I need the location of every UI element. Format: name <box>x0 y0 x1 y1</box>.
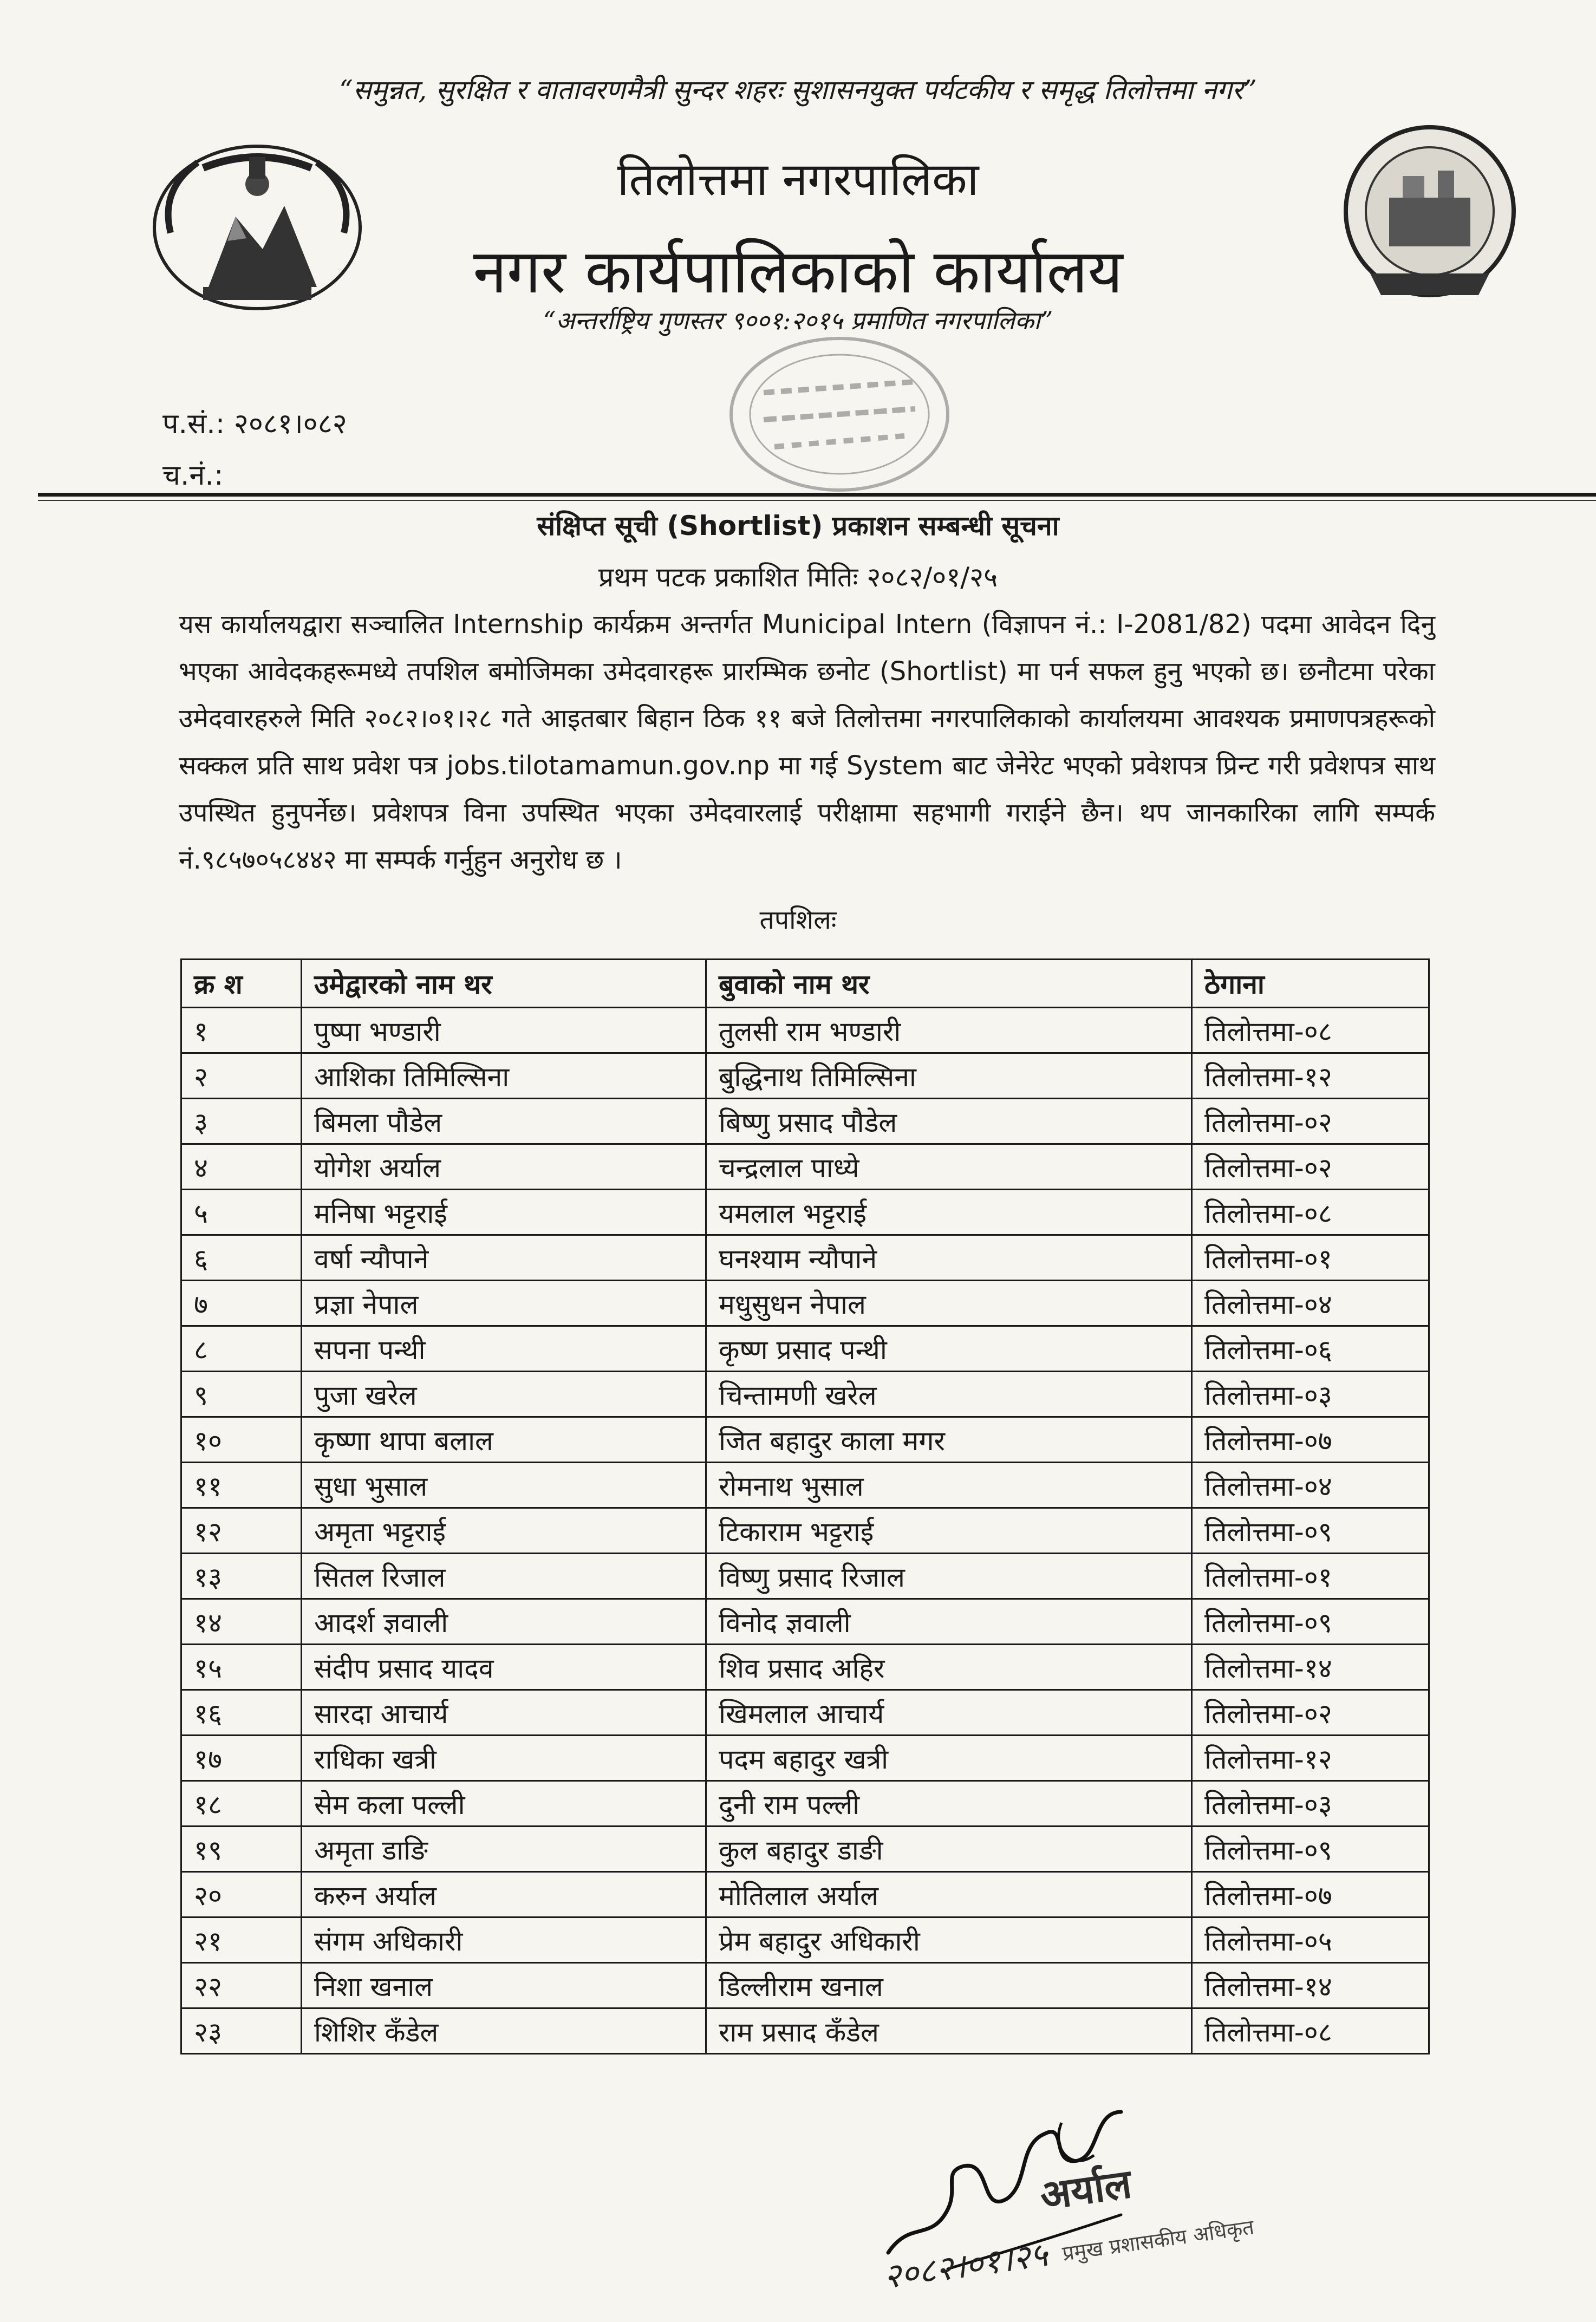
signatory-name: अर्याल <box>1037 2160 1135 2220</box>
cell-candidate-name: राधिका खत्री <box>302 1736 706 1781</box>
cell-address: तिलोत्तमा-०८ <box>1192 2008 1429 2054</box>
cell-address: तिलोत्तमा-१२ <box>1192 1736 1429 1781</box>
cell-serial: ९ <box>181 1372 302 1417</box>
table-row <box>181 1645 1429 1690</box>
cell-serial: ६ <box>181 1235 302 1281</box>
cell-serial: १६ <box>181 1690 302 1736</box>
cell-candidate-name: मनिषा भट्टराई <box>302 1190 706 1235</box>
cell-address: तिलोत्तमा-०९ <box>1192 1599 1429 1645</box>
cell-serial: १ <box>181 1008 302 1053</box>
cell-serial: १८ <box>181 1781 302 1827</box>
cell-candidate-name: बिमला पौडेल <box>302 1099 706 1144</box>
cell-father-name: चिन्तामणी खरेल <box>706 1372 1192 1417</box>
cell-serial: १३ <box>181 1554 302 1599</box>
table-row <box>181 1372 1429 1417</box>
letter-number: प.सं.: २०८१।०८२ <box>162 408 347 440</box>
shortlist-table <box>180 958 1430 2054</box>
cell-address: तिलोत्तमा-०६ <box>1192 1326 1429 1372</box>
cell-candidate-name: सारदा आचार्य <box>302 1690 706 1736</box>
table-row <box>181 1781 1429 1827</box>
cell-father-name: कृष्ण प्रसाद पन्थी <box>706 1326 1192 1372</box>
header-divider-thin <box>38 500 1596 501</box>
office-stamp-icon <box>720 328 959 501</box>
cell-address: तिलोत्तमा-०२ <box>1192 1690 1429 1736</box>
cell-serial: ४ <box>181 1144 302 1190</box>
cell-address: तिलोत्तमा-०२ <box>1192 1144 1429 1190</box>
cell-serial: १९ <box>181 1827 302 1872</box>
cell-address: तिलोत्तमा-०७ <box>1192 1872 1429 1917</box>
table-row <box>181 1144 1429 1190</box>
header-serial: क्र श <box>181 960 302 1008</box>
cell-father-name: विनोद ज्ञवाली <box>706 1599 1192 1645</box>
cell-candidate-name: अमृता भट्टराई <box>302 1508 706 1554</box>
cell-address: तिलोत्तमा-०३ <box>1192 1781 1429 1827</box>
cell-father-name: प्रेम बहादुर अधिकारी <box>706 1917 1192 1963</box>
office-name: नगर कार्यपालिकाको कार्यालय <box>473 237 1123 307</box>
cell-address: तिलोत्तमा-१४ <box>1192 1963 1429 2008</box>
cell-father-name: जित बहादुर काला मगर <box>706 1417 1192 1463</box>
cell-serial: १२ <box>181 1508 302 1554</box>
cell-serial: १५ <box>181 1645 302 1690</box>
table-row <box>181 1463 1429 1508</box>
cell-candidate-name: आदर्श ज्ञवाली <box>302 1599 706 1645</box>
cell-address: तिलोत्तमा-०९ <box>1192 1827 1429 1872</box>
table-row <box>181 1963 1429 2008</box>
list-heading: तपशिलः <box>759 905 837 935</box>
cell-serial: १७ <box>181 1736 302 1781</box>
cell-serial: ८ <box>181 1326 302 1372</box>
cell-father-name: कुल बहादुर डाङी <box>706 1827 1192 1872</box>
published-date: प्रथम पटक प्रकाशित मितिः २०८२/०१/२५ <box>598 562 998 593</box>
cell-serial: १० <box>181 1417 302 1463</box>
cell-serial: ५ <box>181 1190 302 1235</box>
cell-father-name: विष्णु प्रसाद रिजाल <box>706 1554 1192 1599</box>
cell-candidate-name: सपना पन्थी <box>302 1326 706 1372</box>
cell-father-name: रोमनाथ भुसाल <box>706 1463 1192 1508</box>
cell-address: तिलोत्तमा-०९ <box>1192 1508 1429 1554</box>
cell-address: तिलोत्तमा-०२ <box>1192 1099 1429 1144</box>
cell-address: तिलोत्तमा-०३ <box>1192 1372 1429 1417</box>
cell-father-name: यमलाल भट्टराई <box>706 1190 1192 1235</box>
municipality-name: तिलोत्तमा नगरपालिका <box>617 153 979 206</box>
cell-candidate-name: प्रज्ञा नेपाल <box>302 1281 706 1326</box>
cell-candidate-name: सितल रिजाल <box>302 1554 706 1599</box>
cell-candidate-name: शिशिर कँडेल <box>302 2008 706 2054</box>
cell-candidate-name: सुधा भुसाल <box>302 1463 706 1508</box>
cell-candidate-name: अमृता डाङि <box>302 1827 706 1872</box>
table-row <box>181 1827 1429 1872</box>
dispatch-number: च.नं.: <box>162 459 224 492</box>
notice-body: यस कार्यालयद्वारा सञ्चालित Internship कार्यक्रम अन्तर्गत Municipal Intern (विज्ञापन नं.: I-2081/82) पदमा आवेदन दिनु भएका आवेदकहरूमध्ये तपशिल बमोजिमका उमेदवारहरू प्रारम्भिक छनोट (Shortlist) मा पर्न सफल हुनु भएको छ। छनौटमा परेका उमेदवारहरुले मिति २०८२।०१।२८ गते आइतबार बिहान ठिक ११ बजे तिलोत्तमा नगरपालिकाको कार्यालयमा आवश्यक प्रमाणपत्रहरूको सक्कल प्रति साथ प्रवेश पत्र jobs.tilotamamun.gov.np मा गई System बाट जेनेरेट भएको प्रवेशपत्र प्रिन्ट गरी प्रवेशपत्र साथ उपस्थित हुनुपर्नेछ। प्रवेशपत्र विना उपस्थित भएका उमेदवारलाई परीक्षामा सहभागी गराईने छैन। थप जानकारिका लागि सम्पर्क नं.९८५७०५८४४२ मा सम्पर्क गर्नुहुन अनुरोध छ । <box>179 609 1435 875</box>
table-row <box>181 1599 1429 1645</box>
notice-title: संक्षिप्त सूची (Shortlist) प्रकाशन सम्बन्धी सूचना <box>537 510 1059 542</box>
table-row <box>181 1281 1429 1326</box>
cell-candidate-name: निशा खनाल <box>302 1963 706 2008</box>
cell-father-name: खिमलाल आचार्य <box>706 1690 1192 1736</box>
cell-serial: १४ <box>181 1599 302 1645</box>
certification-line: “अन्तर्राष्ट्रिय गुणस्तर ९००१:२०१५ प्रमाणित नगरपालिका” <box>543 306 1053 335</box>
cell-address: तिलोत्तमा-१४ <box>1192 1645 1429 1690</box>
cell-serial: २० <box>181 1872 302 1917</box>
cell-address: तिलोत्तमा-०७ <box>1192 1417 1429 1463</box>
cell-father-name: दुनी राम पल्ली <box>706 1781 1192 1827</box>
header-candidate-name: उमेद्वारको नाम थर <box>302 960 706 1008</box>
table-row <box>181 2008 1429 2054</box>
table-row <box>181 1326 1429 1372</box>
cell-address: तिलोत्तमा-०४ <box>1192 1463 1429 1508</box>
motto: “समुन्नत, सुरक्षित र वातावरणमैत्री सुन्दर शहरः सुशासनयुक्त पर्यटकीय र समृद्ध तिलोत्तमा नगर” <box>339 74 1257 106</box>
cell-father-name: मधुसुधन नेपाल <box>706 1281 1192 1326</box>
cell-serial: ११ <box>181 1463 302 1508</box>
cell-address: तिलोत्तमा-०८ <box>1192 1190 1429 1235</box>
table-row <box>181 1008 1429 1053</box>
signatory-designation: प्रमुख प्रशासकीय अधिकृत <box>1060 2215 1256 2266</box>
cell-father-name: बुद्धिनाथ तिमिल्सिना <box>706 1053 1192 1099</box>
cell-address: तिलोत्तमा-०८ <box>1192 1008 1429 1053</box>
cell-serial: ३ <box>181 1099 302 1144</box>
cell-address: तिलोत्तमा-०१ <box>1192 1235 1429 1281</box>
cell-father-name: डिल्लीराम खनाल <box>706 1963 1192 2008</box>
table-row <box>181 1190 1429 1235</box>
table-row <box>181 1508 1429 1554</box>
cell-father-name: मोतिलाल अर्याल <box>706 1872 1192 1917</box>
cell-father-name: चन्द्रलाल पाध्ये <box>706 1144 1192 1190</box>
table-row <box>181 1099 1429 1144</box>
cell-candidate-name: पुष्पा भण्डारी <box>302 1008 706 1053</box>
table-row <box>181 1053 1429 1099</box>
cell-father-name: शिव प्रसाद अहिर <box>706 1645 1192 1690</box>
cell-candidate-name: करुन अर्याल <box>302 1872 706 1917</box>
header-father-name: बुवाको नाम थर <box>706 960 1192 1008</box>
cell-address: तिलोत्तमा-०१ <box>1192 1554 1429 1599</box>
cell-serial: २ <box>181 1053 302 1099</box>
cell-father-name: टिकाराम भट्टराई <box>706 1508 1192 1554</box>
table-header-row <box>181 960 1429 1008</box>
cell-address: तिलोत्तमा-०५ <box>1192 1917 1429 1963</box>
table-row <box>181 1736 1429 1781</box>
cell-candidate-name: कृष्णा थापा बलाल <box>302 1417 706 1463</box>
cell-candidate-name: पुजा खरेल <box>302 1372 706 1417</box>
table-row <box>181 1235 1429 1281</box>
cell-address: तिलोत्तमा-०४ <box>1192 1281 1429 1326</box>
cell-address: तिलोत्तमा-१२ <box>1192 1053 1429 1099</box>
cell-father-name: तुलसी राम भण्डारी <box>706 1008 1192 1053</box>
header-address: ठेगाना <box>1192 960 1429 1008</box>
cell-candidate-name: संगम अधिकारी <box>302 1917 706 1963</box>
cell-candidate-name: आशिका तिमिल्सिना <box>302 1053 706 1099</box>
table-row <box>181 1554 1429 1599</box>
table-row <box>181 1872 1429 1917</box>
cell-father-name: घनश्याम न्यौपाने <box>706 1235 1192 1281</box>
cell-candidate-name: सेम कला पल्ली <box>302 1781 706 1827</box>
cell-serial: २२ <box>181 1963 302 2008</box>
table-row <box>181 1917 1429 1963</box>
cell-father-name: राम प्रसाद कँडेल <box>706 2008 1192 2054</box>
cell-serial: २१ <box>181 1917 302 1963</box>
cell-candidate-name: संदीप प्रसाद यादव <box>302 1645 706 1690</box>
table-row <box>181 1417 1429 1463</box>
signature-date: २०८२।०१।२५ <box>881 2234 1050 2297</box>
cell-candidate-name: वर्षा न्यौपाने <box>302 1235 706 1281</box>
table-row <box>181 1690 1429 1736</box>
cell-candidate-name: योगेश अर्याल <box>302 1144 706 1190</box>
cell-father-name: पदम बहादुर खत्री <box>706 1736 1192 1781</box>
cell-father-name: बिष्णु प्रसाद पौडेल <box>706 1099 1192 1144</box>
cell-serial: २३ <box>181 2008 302 2054</box>
cell-serial: ७ <box>181 1281 302 1326</box>
header-divider <box>38 493 1596 497</box>
